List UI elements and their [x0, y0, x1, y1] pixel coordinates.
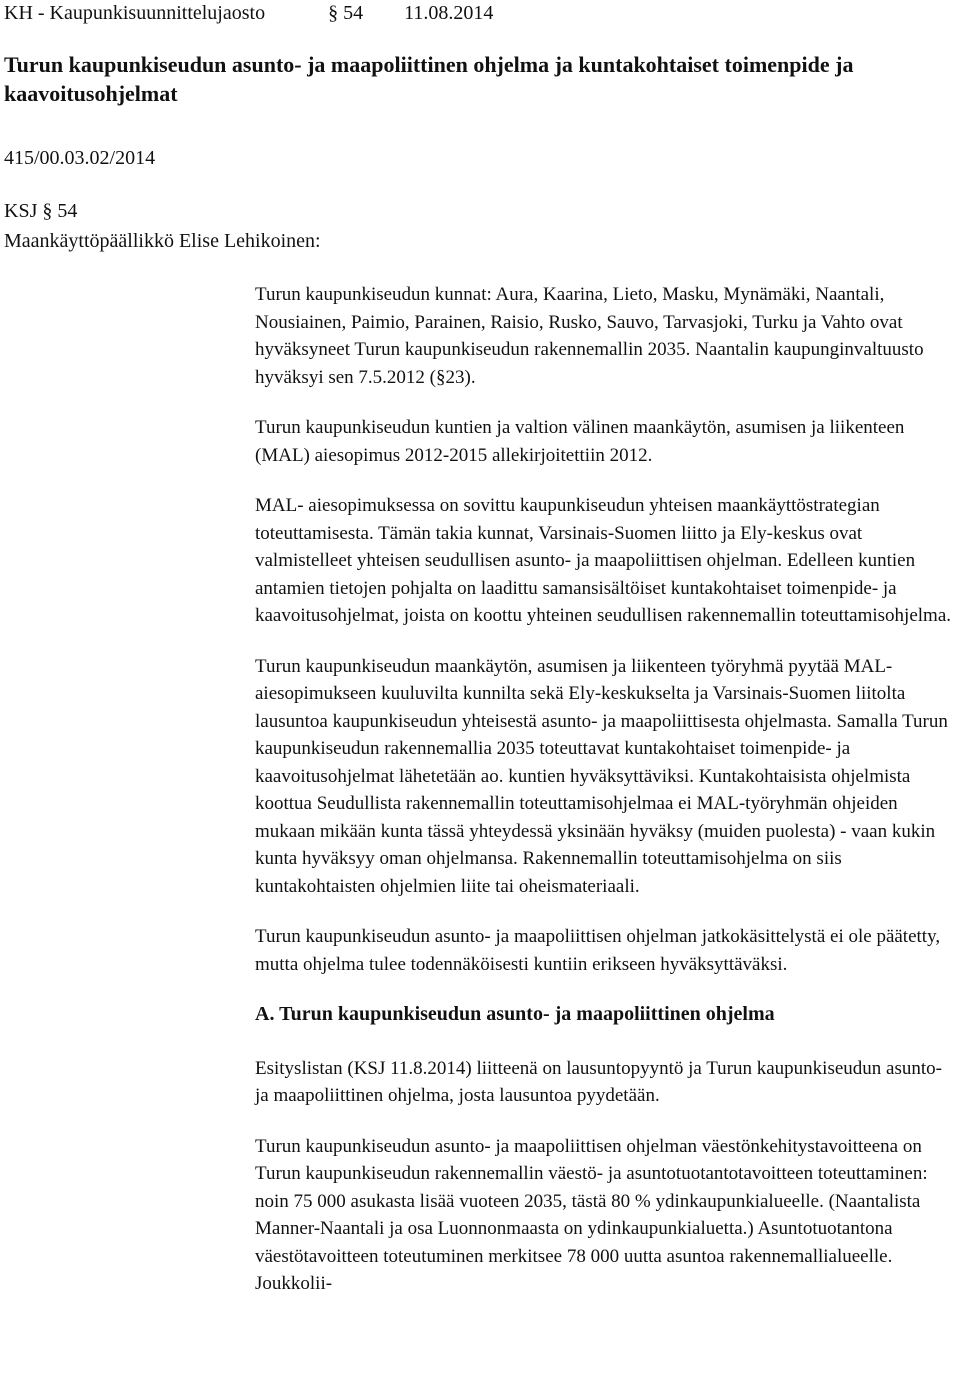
paragraph: Turun kaupunkiseudun kuntien ja valtion välinen maankäytön, asumisen ja liikenteen (MAL) aiesopimus 2012-2015 allekirjoitettiin 2012. [255, 417, 905, 466]
paragraph: Turun kaupunkiseudun asunto- ja maapoliittisen ohjelman väestönkehitystavoitteena on Turun kaupunkiseudun rakennemallin väestö- ja asuntotuotantotavoitteen toteuttaminen: noin 75 000 asukasta lisää vuoteen 2035, tästä 80 % ydinkaupunkialueelle. (Naantalista Manner-Naantali ja osa Luonnonmaasta on ydinkaupunkialuetta.) Asuntotuotantona väestötavoitteen toteutuminen merkitsee 78 000 uutta asuntoa rakennemallialueelle. Joukkolii- [255, 1135, 928, 1294]
paragraph: MAL- aiesopimuksessa on sovittu kaupunkiseudun yhteisen maankäyttöstrategian toteuttamisesta. Tämän takia kunnat, Varsinais-Suomen liitto ja Ely-keskus ovat valmistelleet yhteisen seudullisen asunto- ja maapoliittisen ohjelman. Edelleen kuntien antamien tietojen pohjalta on laadittu samansisältöiset kuntakohtaiset toimenpide- ja kaavoitusohjelmat, joista on koottu yhteinen seudullisen rakennemallin toteuttamisohjelma. [255, 495, 951, 626]
ksj-section: KSJ § 54 [4, 200, 78, 222]
section-heading: A. Turun kaupunkiseudun asunto- ja maapoliittinen ohjelma [255, 1003, 775, 1025]
section-number: § 54 [328, 2, 364, 24]
paragraph: Turun kaupunkiseudun asunto- ja maapoliittisen ohjelman jatkokäsittelystä ei ole päätetty, mutta ohjelma tulee todennäköisesti kuntiin erikseen hyväksyttäväksi. [255, 926, 941, 975]
committee-name: KH - Kaupunkisuunnittelujaosto [4, 2, 266, 24]
presenter: Maankäyttöpäällikkö Elise Lehikoinen: [4, 230, 321, 252]
paragraph: Turun kaupunkiseudun maankäytön, asumisen ja liikenteen työryhmä pyytää MAL-aiesopimukseen kuuluvilta kunnilta sekä Ely-keskukselta ja Varsinais-Suomen liitolta lausuntoa kaupunkiseudun yhteisestä asunto- ja maapoliittisesta ohjelmasta. Samalla Turun kaupunkiseudun rakennemallia 2035 toteuttavat kuntakohtaiset toimenpide- ja kaavoitusohjelmat lähetetään ao. kuntien hyväksyttäviksi. Kuntakohtaisista ohjelmista koottua Seudullista rakennemallin toteuttamisohjelmaa ei MAL-työryhmän ohjeiden mukaan mikään kunta tässä yhteydessä yksinään hyväksy (muiden puolesta) - vaan kukin kunta hyväksyy oman ohjelmansa. Rakennemallin toteuttamisohjelma on siis kuntakohtaisten ohjelmien liite tai oheismateriaali. [255, 655, 948, 897]
meeting-date: 11.08.2014 [404, 2, 494, 24]
document-title: Turun kaupunkiseudun asunto- ja maapoliittinen ohjelma ja kuntakohtaiset toimenpide ja kaavoitusohjelmat [4, 52, 854, 106]
paragraph: Turun kaupunkiseudun kunnat: Aura, Kaarina, Lieto, Masku, Mynämäki, Naantali, Nousiainen, Paimio, Parainen, Raisio, Rusko, Sauvo, Tarvasjoki, Turku ja Vahto ovat hyväksyneet Turun kaupunkiseudun rakennemallin 2035. Naantalin kaupunginvaltuusto hyväksyi sen 7.5.2012 (§23). [255, 284, 924, 388]
paragraph: Esityslistan (KSJ 11.8.2014) liitteenä on lausuntopyyntö ja Turun kaupunkiseudun asunto- ja maapoliittinen ohjelma, josta lausuntoa pyydetään. [255, 1057, 942, 1106]
body-text [255, 281, 955, 1321]
document-id: 415/00.03.02/2014 [4, 147, 156, 169]
page-header [4, 0, 493, 26]
